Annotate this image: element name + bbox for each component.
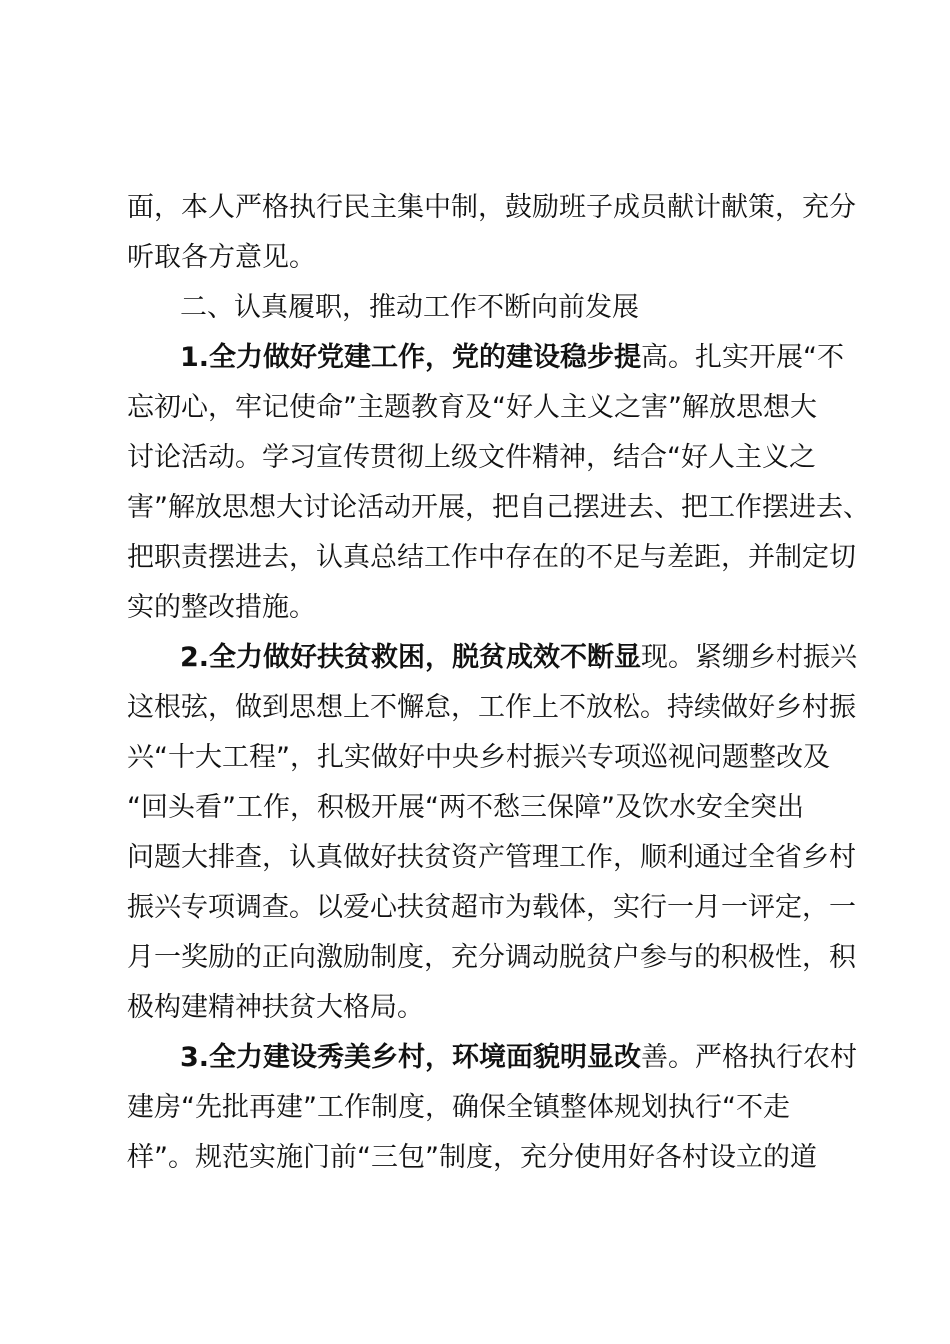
- body-text: 现。紧绷乡村振兴: [641, 642, 858, 673]
- body-line: 听取各方意见。: [127, 242, 316, 273]
- body-line: 兴“十大工程”，扎实做好中央乡村振兴专项巡视问题整改及: [127, 742, 830, 773]
- paragraph-first-line: [180, 640, 857, 676]
- body-line: 讨论活动。学习宣传贯彻上级文件精神，结合“好人主义之: [127, 442, 816, 473]
- body-line: “回头看”工作，积极开展“两不愁三保障”及饮水安全突出: [127, 792, 804, 823]
- paragraph-first-line: [180, 1040, 857, 1076]
- body-line: 忘初心，牢记使命”主题教育及“好人主义之害”解放思想大: [127, 392, 817, 423]
- subsection-heading: 2.全力做好扶贫救困，脱贫成效不断显: [180, 642, 642, 673]
- body-line: 把职责摆进去，认真总结工作中存在的不足与差距，并制定切: [127, 542, 856, 573]
- body-text: 善。严格执行农村: [641, 1042, 858, 1073]
- body-line: 振兴专项调查。以爱心扶贫超市为载体，实行一月一评定，一: [127, 892, 856, 923]
- subsection-heading: 1.全力做好党建工作，党的建设稳步提: [180, 342, 642, 373]
- subsection-heading: 3.全力建设秀美乡村，环境面貌明显改: [180, 1042, 642, 1073]
- body-line: 月一奖励的正向激励制度，充分调动脱贫户参与的积极性，积: [127, 942, 856, 973]
- body-line: 这根弦，做到思想上不懈怠，工作上不放松。持续做好乡村振: [127, 692, 856, 723]
- body-line: 面，本人严格执行民主集中制，鼓励班子成员献计献策，充分: [127, 192, 856, 223]
- body-text: 高。扎实开展“不: [641, 342, 845, 373]
- body-line: 实的整改措施。: [127, 592, 316, 623]
- body-line: 害”解放思想大讨论活动开展，把自己摆进去、把工作摆进去、: [127, 492, 870, 523]
- body-line: 极构建精神扶贫大格局。: [127, 992, 424, 1023]
- section-heading: 二、认真履职，推动工作不断向前发展: [180, 292, 639, 323]
- paragraph-first-line: [180, 340, 844, 376]
- body-line: 问题大排查，认真做好扶贫资产管理工作，顺利通过全省乡村: [127, 842, 856, 873]
- body-line: 建房“先批再建”工作制度，确保全镇整体规划执行“不走: [127, 1092, 790, 1123]
- body-line: 样”。规范实施门前“三包”制度，充分使用好各村设立的道: [127, 1142, 817, 1173]
